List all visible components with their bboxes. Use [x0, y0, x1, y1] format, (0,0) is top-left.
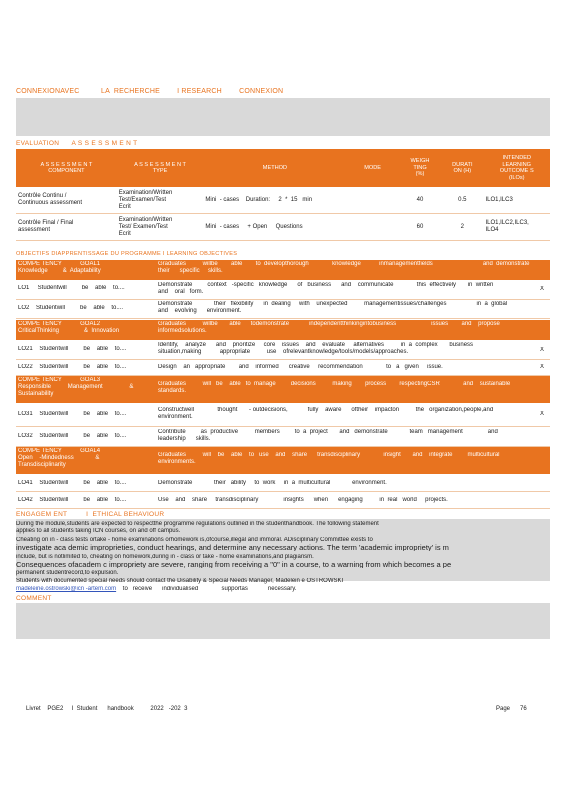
header-method: METHOD	[203, 149, 346, 187]
ethics-line: During the module,students are expected to respectthe programme regulations outlined in the studenthandbook. The following statement	[16, 521, 379, 527]
contact-line-text: to receive individualised supportas necessary.	[116, 586, 297, 592]
learning-outcome-row	[16, 475, 550, 492]
outcome-mark: X	[540, 411, 545, 417]
competency-description: Graduates will be able to manage decisions making process respectingCSR and sustainable standards.	[158, 381, 511, 394]
outcome-description: Demonstrate their ability to work in a multicultural environment.	[158, 480, 387, 486]
ethics-line: Consequences ofacadem c impropriety are severe, ranging from receiving a "0" in a course, to a warning from which becomes a pe	[16, 561, 452, 568]
assessment-row	[16, 187, 550, 214]
contact-line	[16, 586, 550, 593]
learning-outcome-row	[16, 404, 550, 427]
ethics-line: investigate aca demic improprieties, conduct hearings, and determine any necessary actions. The term 'academic impropriety' is m	[16, 544, 449, 551]
outcome-description: Use and share transdisciplinary insights when engaging in real world projects.	[158, 497, 448, 503]
competency-goal-row	[16, 447, 550, 474]
outcome-code: LO1 Studentwill be able to....	[18, 285, 125, 291]
learning-outcome-row	[16, 360, 550, 376]
comment-box	[16, 603, 550, 639]
ethics-line: permanent studentrecord,to expulsion.	[16, 570, 119, 576]
learning-outcome-row	[16, 300, 550, 319]
learning-outcome-row	[16, 341, 550, 360]
outcome-description: Demonstrate context -specific knowledge of business and communicate this effectively in written and oral form.	[158, 282, 494, 295]
outcome-description: Demonstrate their flexibility in dealing with unexpected managementissues/challenges in a global and evolving environment.	[158, 301, 508, 314]
competency-description: Graduates willbe able to developthorough knowledge inmanagementfields and demonstrate their specific skills.	[158, 261, 530, 274]
assessment-table	[16, 149, 550, 241]
row-mode	[346, 214, 398, 241]
header-mode: MODE	[346, 149, 398, 187]
outcome-code: LO42 Studentwill be able to....	[18, 497, 127, 503]
competency-name: COMPE TENCY GOAL2 CriticalThinking & Innovation	[18, 321, 120, 334]
research-content-box	[16, 98, 550, 136]
row-ilo: ILO1,ILC2,ILC3, ILO4	[483, 214, 550, 241]
outcome-description: Constructwell thought - outdecisions, fully aware oftheir impacton the organization,people,and environment.	[158, 407, 494, 420]
objectives-label: OBJECTIFS DIAPPRENTISSAGE DU PROGRAMME I LEARNING OBJECTIVES	[16, 251, 238, 257]
competency-name: COMPE TENCY GOAL3 Responsible Management & Sustainability	[18, 377, 134, 397]
row-component: Contrôle Continu / Continuous assessment	[16, 187, 117, 214]
competency-description: Graduates willbe able todemonstrate independentthinkingintobusiness issues and propose informedsolutions.	[158, 321, 500, 334]
header-component: A S S E S S M E N T COMPONENT	[16, 149, 117, 187]
row-weighting: 40	[399, 187, 441, 214]
row-type: Examination/Written Test/Examen/Test Ecrit	[117, 187, 204, 214]
outcome-description: Identify, analyze and prioritize core issues and evaluate alternatives in a complex business situation,making appropriate use ofrelevantknowledge/tools/models/approaches.	[158, 342, 474, 355]
assessment-row	[16, 214, 550, 241]
evaluation-label: EVALUATION A S S E S S M E N T	[16, 140, 138, 147]
header-ilo: INTENDED LEARNING OUTCOME S (ILOs)	[483, 149, 550, 187]
ethics-line: Students with documented special needs should contact the Disability & Special Needs Manager, Madelein e OSTROWSKI	[16, 578, 344, 584]
row-duration: 2	[441, 214, 483, 241]
outcome-description: Design an appropriate and informed creative recommendation to a given issue.	[158, 364, 443, 370]
competency-goal-row	[16, 320, 550, 340]
outcome-mark: X	[540, 347, 545, 353]
learning-outcome-row	[16, 281, 550, 300]
outcome-mark: X	[540, 286, 545, 292]
learning-outcome-row	[16, 427, 550, 447]
competency-goal-row	[16, 376, 550, 403]
learning-outcome-row	[16, 492, 550, 509]
outcome-code: LO22 Studentwill be able to....	[18, 364, 127, 370]
ethics-line: applies to all students taking ICN courses, on and off campus.	[16, 528, 181, 534]
header-type: A S S E S S M E N T TYPE	[117, 149, 204, 187]
row-type: Examination/Written Test/ Examen/Test Ecrit	[117, 214, 204, 241]
competency-description: Graduates will be able to use and share transdisciplinary insight and integrate multicultural environments.	[158, 452, 500, 465]
row-duration: 0.5	[441, 187, 483, 214]
comment-label: COMMENT	[16, 595, 52, 602]
ethics-line: Cheating on in - class tests ortake - home examinations orhomework is,ofcourse,illegal and immoral. ADisciplinary Committee exists to	[16, 537, 373, 543]
contact-email-link[interactable]: madeleine.ostrowski@icn -artem.com	[16, 586, 117, 592]
competency-goal-row	[16, 260, 550, 280]
row-mode	[346, 187, 398, 214]
assessment-header-row	[16, 149, 550, 187]
outcome-code: LO31 Studentwill be able to....	[18, 411, 127, 417]
ethics-line: include, but is notlimited to, cheating on homework,during in - class or take - home examinations,and plagiarism.	[16, 554, 314, 560]
outcome-code: LO21 Studentwill be able to....	[18, 346, 127, 352]
outcome-code: LO41 Studentwill be able to....	[18, 480, 127, 486]
page-number: Page 76	[496, 706, 527, 712]
outcome-code: LO2 Studentwill be able to....	[18, 305, 124, 311]
row-ilo: ILO1,ILC3	[483, 187, 550, 214]
header-duration: DURATI ON (H)	[441, 149, 483, 187]
outcome-mark: X	[540, 364, 545, 370]
outcome-code: LO32 Studentwill be able to....	[18, 433, 127, 439]
outcome-description: Contribute as productive members to a project and demonstrate team management and leadership skills.	[158, 429, 498, 442]
row-method: Mini - cases Duration: 2 * 15 min	[203, 187, 346, 214]
competency-name: COMPE TENCY GOAL1 Knowledge & Adaptability	[18, 261, 101, 274]
row-component: Contrôle Final / Final assessment	[16, 214, 117, 241]
footer-left: Livret PGE2 I Student handbook 2022 -202 3	[26, 706, 188, 712]
ethics-label: ENGAGEM ENT I ETHICAL BEHAVIOUR	[16, 511, 165, 518]
header-weighting: WEIGH TING (%)	[399, 149, 441, 187]
row-weighting: 60	[399, 214, 441, 241]
row-method: Mini - cases + Open Questions	[203, 214, 346, 241]
competency-name: COMPE TENCY GOAL4 Open -Mindedness & Transdisciplinarity	[18, 448, 101, 468]
section-title: CONNEXIONAVEC LA RECHERCHE I RESEARCH CONNEXION	[16, 88, 284, 95]
